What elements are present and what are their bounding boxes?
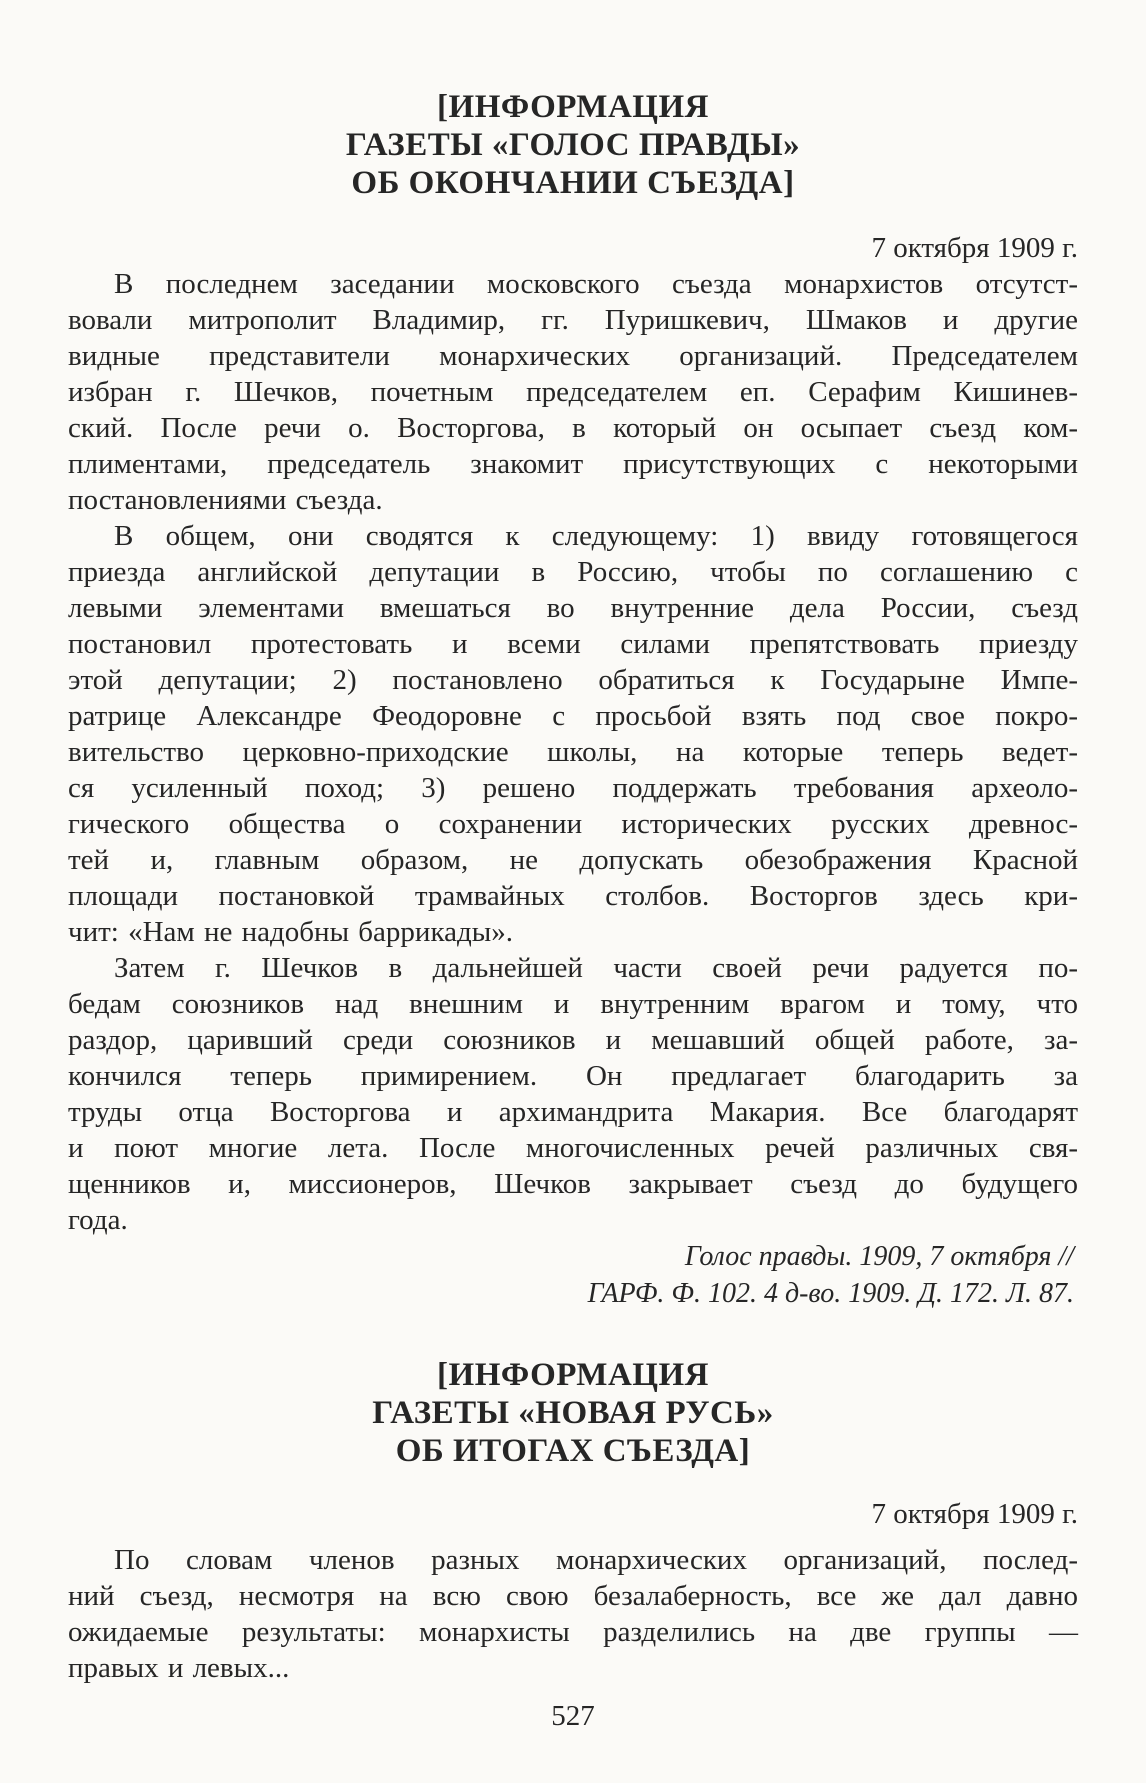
doc1-citation-line: Голос правды. 1909, 7 октября // — [684, 1241, 1074, 1272]
doc1-title — [68, 88, 1078, 202]
doc1-title-line: ОБ ОКОНЧАНИИ СЪЕЗДА] — [351, 165, 795, 201]
text-line: гического общества о сохранении исторических русских древнос- — [68, 808, 1078, 840]
doc1-title-line: [ИНФОРМАЦИЯ — [437, 89, 709, 125]
text-line: видные представители монархических организаций. Председателем — [68, 340, 1078, 372]
text-line: площади постановкой трамвайных столбов. Восторгов здесь кри- — [68, 880, 1078, 912]
doc1-body — [68, 266, 1078, 1238]
doc1-title-line: ГАЗЕТЫ «ГОЛОС ПРАВДЫ» — [345, 127, 801, 163]
doc2-body — [68, 1542, 1078, 1686]
text-line: ский. После речи о. Восторгова, в который он осыпает съезд ком- — [68, 412, 1078, 444]
text-line: вительство церковно-приходские школы, на которые теперь ведет- — [68, 736, 1078, 768]
text-line: приезда английской депутации в Россию, чтобы по соглашению с — [68, 556, 1078, 588]
text-line: избран г. Шечков, почетным председателем еп. Серафим Кишинев- — [68, 376, 1078, 408]
doc1-citation — [68, 1238, 1078, 1312]
text-line: постановлениями съезда. — [68, 484, 383, 516]
text-line: правых и левых... — [68, 1652, 290, 1684]
text-line: кончился теперь примирением. Он предлагает благодарить за — [68, 1060, 1078, 1092]
text-line: тей и, главным образом, не допускать обезображения Красной — [68, 844, 1078, 876]
page-number: 527 — [551, 1700, 595, 1732]
text-line: ний съезд, несмотря на всю свою безалаберность, все же дал давно — [68, 1580, 1078, 1612]
text-line: и поют многие лета. После многочисленных речей различных свя- — [68, 1132, 1078, 1164]
text-line: этой депутации; 2) постановлено обратиться к Государыне Импе- — [68, 664, 1078, 696]
text-line: ожидаемые результаты: монархисты разделились на две группы — — [68, 1616, 1078, 1648]
document-section-novaya-rus — [68, 1356, 1078, 1686]
text-line: плиментами, председатель знакомит присутствующих с некоторыми — [68, 448, 1078, 480]
text-line: Затем г. Шечков в дальнейшей части своей речи радуется по- — [114, 952, 1078, 984]
text-line: щенников и, миссионеров, Шечков закрывает съезд до будущего — [68, 1168, 1078, 1200]
doc2-title-line: ОБ ИТОГАХ СЪЕЗДА] — [395, 1433, 751, 1469]
text-line: постановил протестовать и всеми силами препятствовать приезду — [68, 628, 1078, 660]
paragraph — [68, 1542, 1078, 1686]
paragraph — [68, 266, 1078, 518]
text-line: ся усиленный поход; 3) решено поддержать требования археоло- — [68, 772, 1078, 804]
text-line: В общем, они сводятся к следующему: 1) ввиду готовящегося — [114, 520, 1078, 552]
doc2-date: 7 октября 1909 г. — [871, 1498, 1078, 1530]
doc2-title-line: [ИНФОРМАЦИЯ — [437, 1357, 709, 1393]
paragraph — [68, 518, 1078, 950]
doc1-date: 7 октября 1909 г. — [871, 232, 1078, 264]
text-line: раздор, царивший среди союзников и мешавший общей работе, за- — [68, 1024, 1078, 1056]
paragraph — [68, 950, 1078, 1238]
text-line: труды отца Восторгова и архимандрита Макария. Все благодарят — [68, 1096, 1078, 1128]
text-line: По словам членов разных монархических организаций, послед- — [114, 1544, 1078, 1576]
text-line: чит: «Нам не надобны баррикады». — [68, 916, 513, 948]
text-line: левыми элементами вмешаться во внутренние дела России, съезд — [68, 592, 1078, 624]
text-line: ратрице Александре Феодоровне с просьбой взять под свое покро- — [68, 700, 1078, 732]
page-content — [68, 88, 1078, 1734]
text-line: В последнем заседании московского съезда монархистов отсутст- — [114, 268, 1078, 300]
text-line: вовали митрополит Владимир, гг. Пуришкевич, Шмаков и другие — [68, 304, 1078, 336]
text-line: бедам союзников над внешним и внутренним врагом и тому, что — [68, 988, 1078, 1020]
doc2-title-line: ГАЗЕТЫ «НОВАЯ РУСЬ» — [372, 1395, 774, 1431]
doc1-citation-line: ГАРФ. Ф. 102. 4 д-во. 1909. Д. 172. Л. 87. — [587, 1278, 1074, 1309]
document-section-golos-pravdy — [68, 88, 1078, 1312]
text-line: года. — [68, 1204, 128, 1236]
doc2-title — [68, 1356, 1078, 1470]
